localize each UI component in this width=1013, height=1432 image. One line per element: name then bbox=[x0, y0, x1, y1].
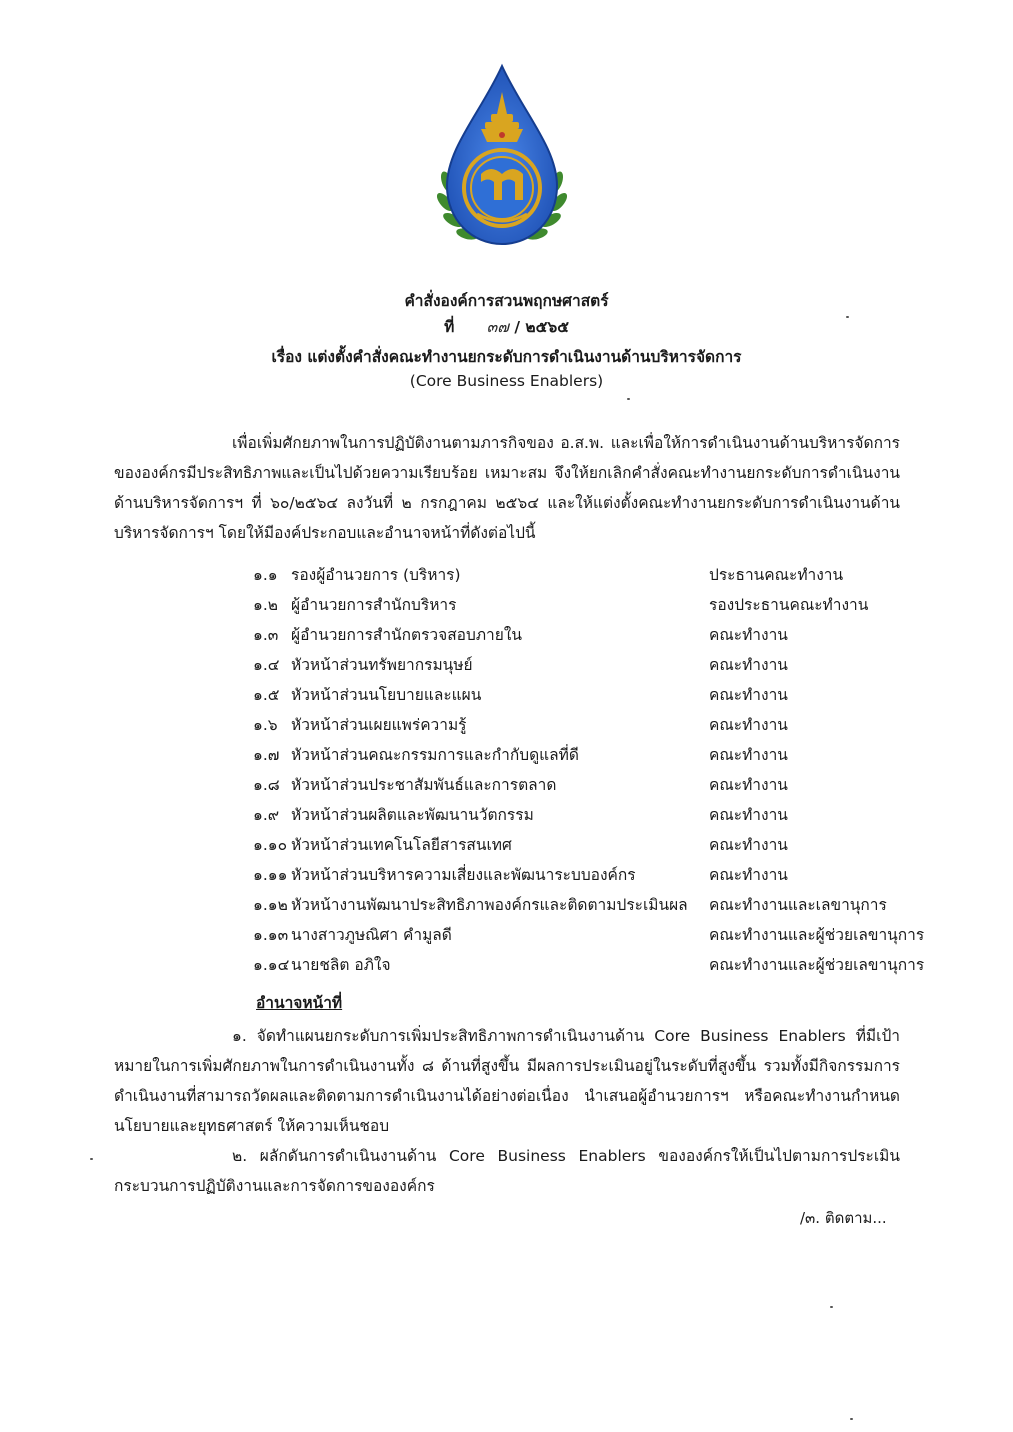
member-name: หัวหน้างานพัฒนาประสิทธิภาพองค์กรและติดตามประเมินผล bbox=[291, 896, 688, 914]
scan-speck bbox=[850, 1418, 853, 1420]
member-name: ผู้อำนวยการสำนักตรวจสอบภายใน bbox=[291, 626, 522, 644]
member-row bbox=[253, 890, 953, 920]
member-role: คณะทำงานและผู้ช่วยเลขานุการ bbox=[709, 956, 925, 974]
member-num: ๑.๙ bbox=[253, 806, 280, 824]
member-row bbox=[253, 590, 953, 620]
order-title: คำสั่งองค์การสวนพฤกษศาสตร์ bbox=[404, 292, 609, 310]
order-number-value: ๓๗ bbox=[486, 318, 509, 336]
member-list bbox=[253, 560, 953, 980]
member-row bbox=[253, 620, 953, 650]
member-role: คณะทำงาน bbox=[709, 806, 788, 824]
scan-speck bbox=[830, 1306, 833, 1308]
member-name: หัวหน้าส่วนนโยบายและแผน bbox=[291, 686, 482, 704]
scan-speck bbox=[627, 398, 630, 400]
member-name: รองผู้อำนวยการ (บริหาร) bbox=[291, 566, 461, 584]
member-name: หัวหน้าส่วนทรัพยากรมนุษย์ bbox=[291, 656, 473, 674]
member-num: ๑.๒ bbox=[253, 596, 278, 614]
scan-speck bbox=[90, 1158, 93, 1160]
scan-speck bbox=[846, 316, 849, 318]
member-role: คณะทำงาน bbox=[709, 866, 788, 884]
member-role: คณะทำงาน bbox=[709, 836, 788, 854]
member-num: ๑.๑๑ bbox=[253, 866, 288, 884]
member-num: ๑.๑๐ bbox=[253, 836, 288, 854]
member-row bbox=[253, 860, 953, 890]
member-row bbox=[253, 920, 953, 950]
member-name: หัวหน้าส่วนประชาสัมพันธ์และการตลาด bbox=[291, 776, 557, 794]
member-role: คณะทำงานและเลขานุการ bbox=[709, 896, 887, 914]
member-name: นายชลิต อภิใจ bbox=[291, 956, 391, 974]
member-num: ๑.๓ bbox=[253, 626, 279, 644]
member-role: คณะทำงาน bbox=[709, 746, 788, 764]
member-row bbox=[253, 800, 953, 830]
member-num: ๑.๑๒ bbox=[253, 896, 288, 914]
duty-item-1: ๑. จัดทำแผนยกระดับการเพิ่มประสิทธิภาพการดำเนินงานด้าน Core Business Enablers ที่มีเป้าหมายในการเพิ่มศักยภาพในการดำเนินงานทั้ง ๘ ด้านที่สูงขึ้น มีผลการประเมินอยู่ในระดับที่สูงขึ้น รวมทั้งมีกิจกรรมการดำเนินงานที่สามารถวัดผลและติดตามการดำเนินงานได้อย่างต่อเนื่อง นำเสนอผู้อำนวยการฯ หรือคณะทำงานกำหนดนโยบายและยุทธศาสตร์ ให้ความเห็นชอบ bbox=[114, 1027, 900, 1135]
member-num: ๑.๑ bbox=[253, 566, 278, 584]
member-row bbox=[253, 740, 953, 770]
member-name: หัวหน้าส่วนผลิตและพัฒนานวัตกรรม bbox=[291, 806, 534, 824]
duties-section bbox=[114, 1021, 900, 1201]
member-num: ๑.๕ bbox=[253, 686, 280, 704]
member-row bbox=[253, 560, 953, 590]
member-name: ผู้อำนวยการสำนักบริหาร bbox=[291, 596, 457, 614]
member-role: คณะทำงาน bbox=[709, 656, 788, 674]
member-role: คณะทำงาน bbox=[709, 716, 788, 734]
order-number bbox=[0, 314, 1013, 339]
member-num: ๑.๔ bbox=[253, 656, 280, 674]
member-row bbox=[253, 950, 953, 980]
intro-paragraph bbox=[114, 428, 900, 548]
member-name: หัวหน้าส่วนบริหารความเสี่ยงและพัฒนาระบบองค์กร bbox=[291, 866, 636, 884]
member-row bbox=[253, 830, 953, 860]
continued-marker: /๓. ติดตาม... bbox=[800, 1209, 887, 1227]
member-row bbox=[253, 680, 953, 710]
member-name: หัวหน้าส่วนคณะกรรมการและกำกับดูแลที่ดี bbox=[291, 746, 579, 764]
member-num: ๑.๗ bbox=[253, 746, 280, 764]
member-row bbox=[253, 650, 953, 680]
order-number-year: / ๒๕๖๕ bbox=[514, 318, 569, 336]
order-subject: เรื่อง แต่งตั้งคำสั่งคณะทำงานยกระดับการดำเนินงานด้านบริหารจัดการ bbox=[271, 348, 742, 366]
intro-text: เพื่อเพิ่มศักยภาพในการปฏิบัติงานตามภารกิจของ อ.ส.พ. และเพื่อให้การดำเนินงานด้านบริหารจัดการขององค์กรมีประสิทธิภาพและเป็นไปด้วยความเรียบร้อย เหมาะสม จึงให้ยกเลิกคำสั่งคณะทำงานยกระดับการดำเนินงานด้านบริหารจัดการฯ ที่ ๖๐/๒๕๖๔ ลงวันที่ ๒ กรกฎาคม ๒๕๖๔ และให้แต่งตั้งคณะทำงานยกระดับการดำเนินงานด้านบริหารจัดการฯ โดยให้มีองค์ประกอบและอำนาจหน้าที่ดังต่อไปนี้ bbox=[114, 434, 900, 542]
member-role: รองประธานคณะทำงาน bbox=[709, 596, 869, 614]
member-num: ๑.๖ bbox=[253, 716, 278, 734]
member-role: คณะทำงาน bbox=[709, 686, 788, 704]
member-name: หัวหน้าส่วนเทคโนโลยีสารสนเทศ bbox=[291, 836, 512, 854]
member-name: นางสาวภูษณิศา คำมูลดี bbox=[291, 926, 452, 944]
member-role: คณะทำงาน bbox=[709, 626, 788, 644]
duties-heading: อำนาจหน้าที่ bbox=[256, 994, 343, 1012]
member-name: หัวหน้าส่วนเผยแพร่ความรู้ bbox=[291, 716, 467, 734]
order-subtitle: (Core Business Enablers) bbox=[409, 372, 604, 390]
member-role: คณะทำงานและผู้ช่วยเลขานุการ bbox=[709, 926, 925, 944]
member-role: คณะทำงาน bbox=[709, 776, 788, 794]
order-number-label: ที่ bbox=[444, 318, 455, 336]
member-num: ๑.๑๔ bbox=[253, 956, 290, 974]
member-row bbox=[253, 710, 953, 740]
member-row bbox=[253, 770, 953, 800]
duty-item-2: ๒. ผลักดันการดำเนินงานด้าน Core Business Enablers ขององค์กรให้เป็นไปตามการประเมินกระบวนการปฏิบัติงานและการจัดการขององค์กร bbox=[114, 1147, 900, 1195]
member-role: ประธานคณะทำงาน bbox=[709, 566, 844, 584]
organization-emblem-icon bbox=[431, 62, 573, 254]
member-num: ๑.๑๓ bbox=[253, 926, 289, 944]
member-num: ๑.๘ bbox=[253, 776, 280, 794]
